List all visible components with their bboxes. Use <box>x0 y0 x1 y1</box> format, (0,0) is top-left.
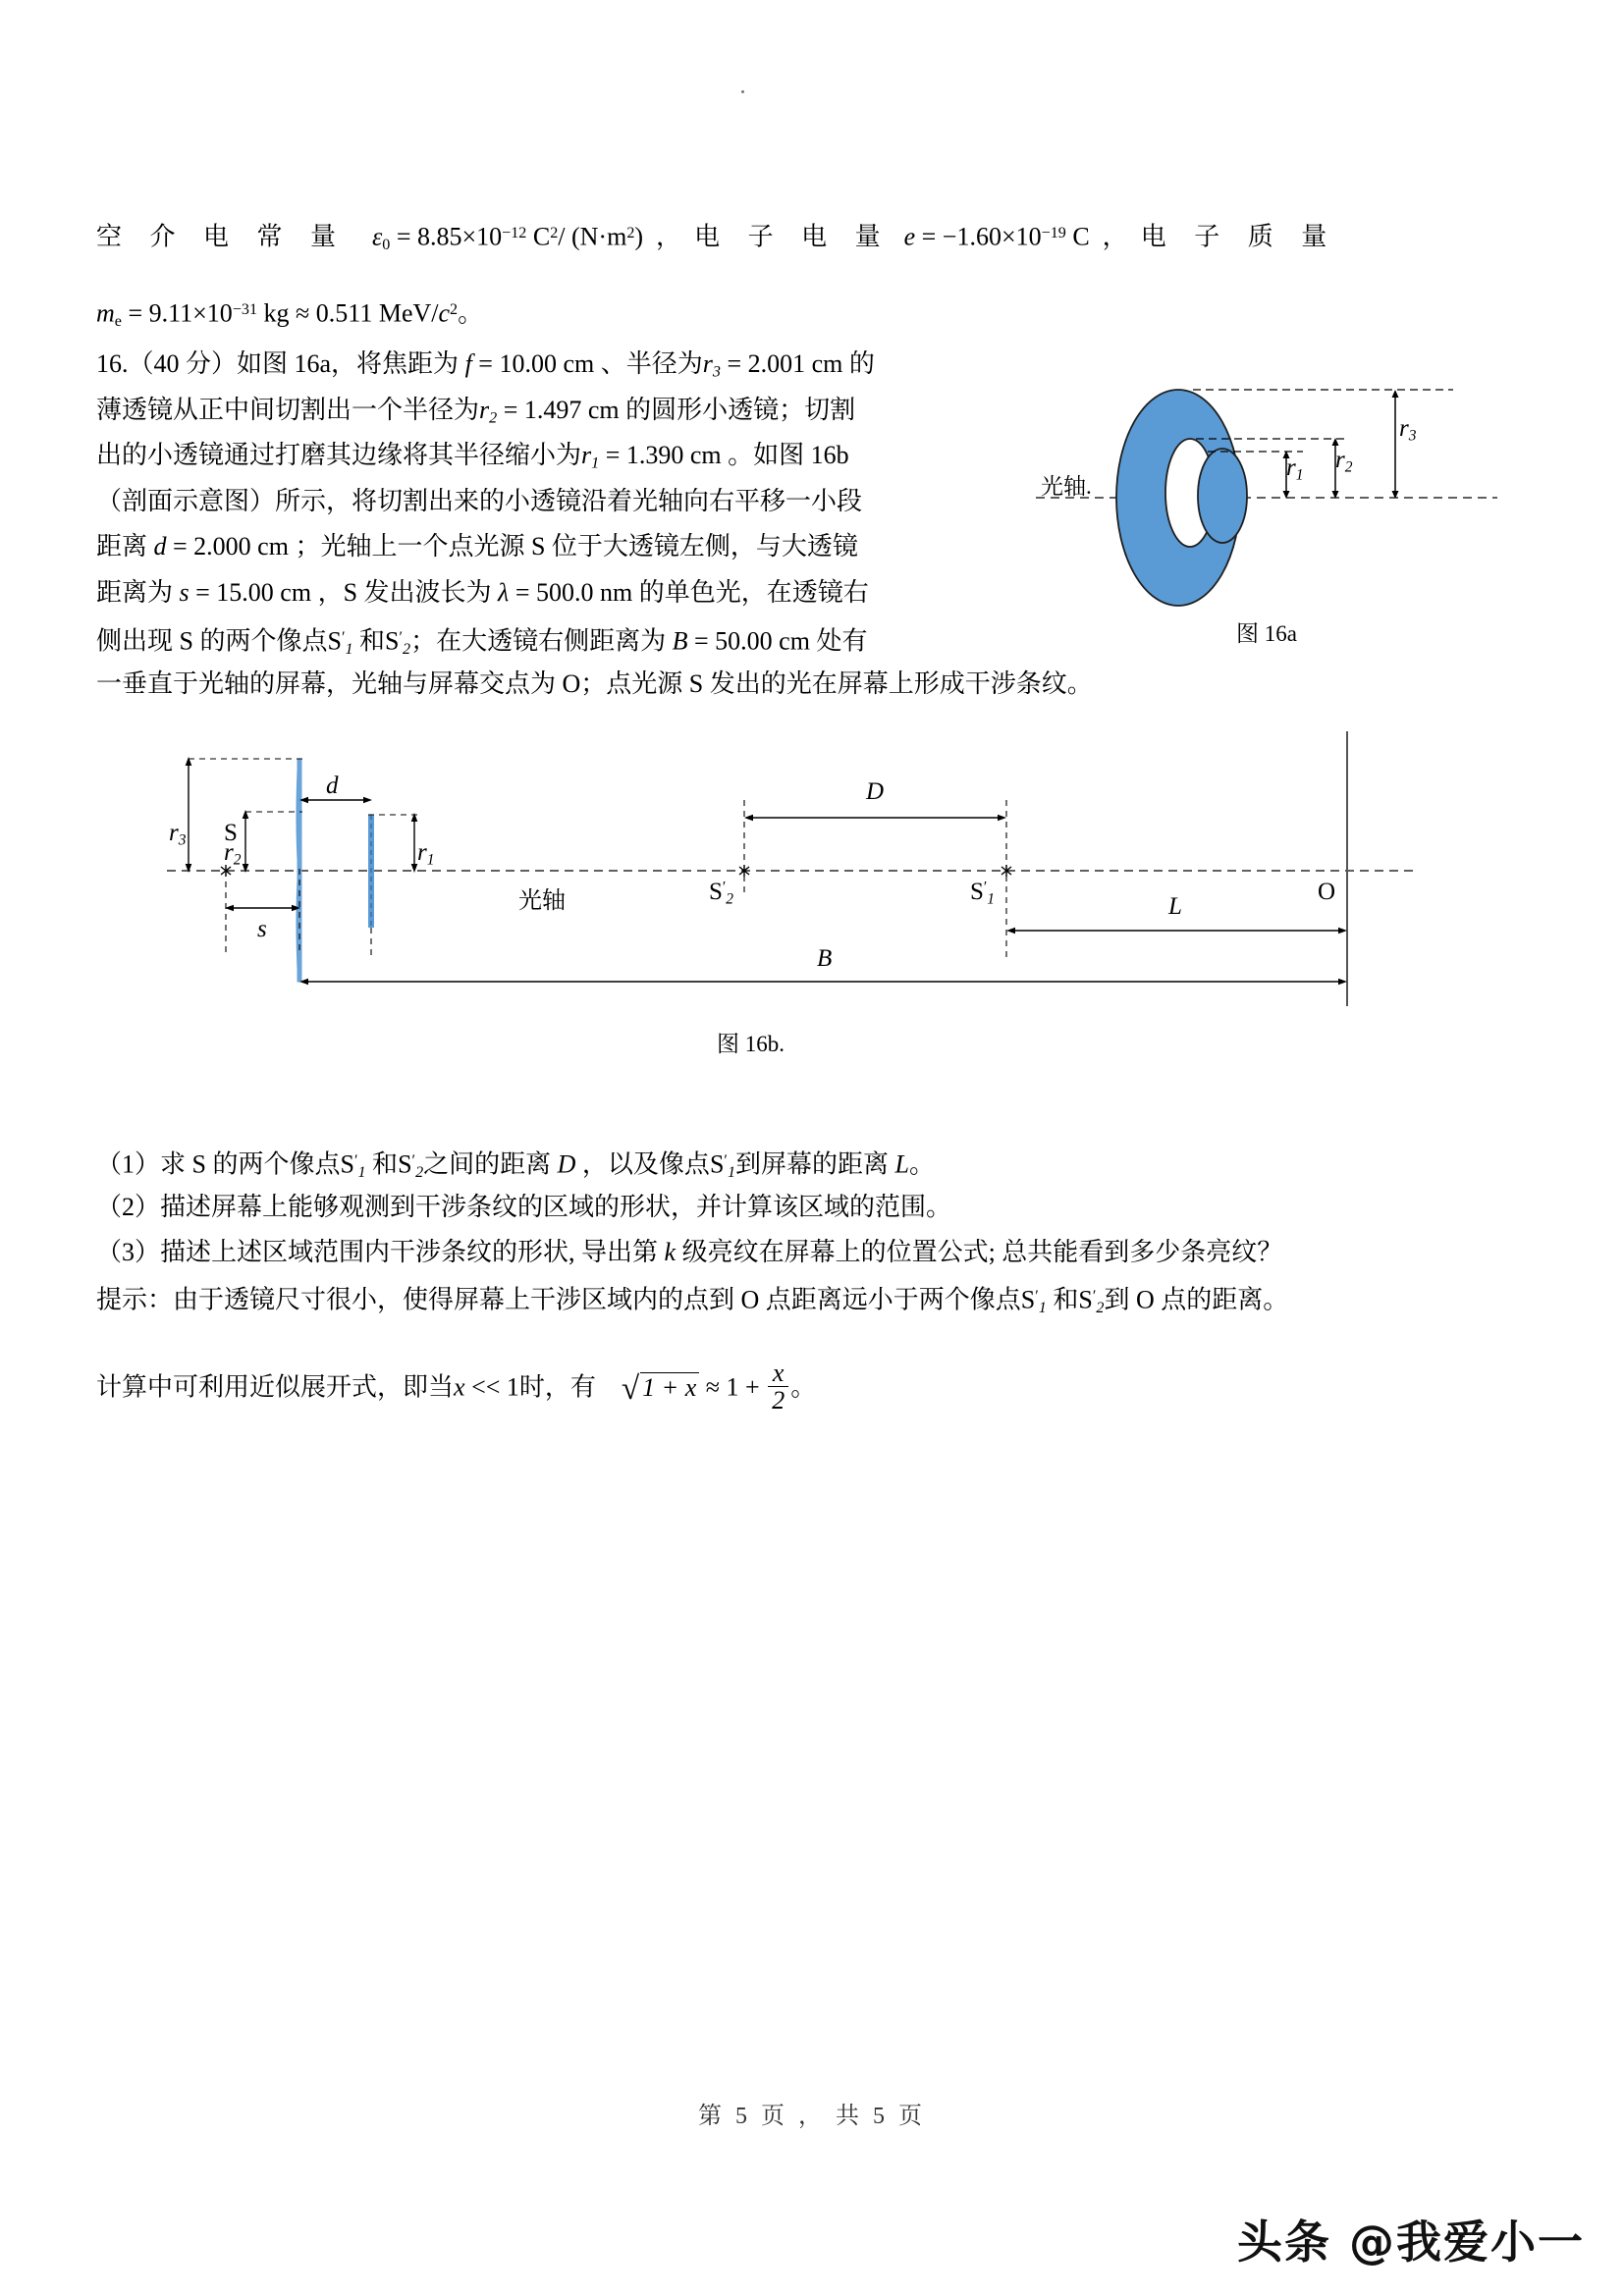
hint-S1-sub: 1 <box>1038 1300 1047 1317</box>
S1-subscript: 1 <box>345 641 353 659</box>
comma-2: ， <box>1102 222 1128 251</box>
m-exponent: −31 <box>232 301 258 319</box>
q1-text-b: 之间的距离 <box>423 1149 552 1179</box>
vacuum-permittivity-label: 空 介 电 常 量 <box>96 222 348 251</box>
q2-number: （2） <box>96 1192 161 1221</box>
problem-marks: （40 分） <box>128 349 238 378</box>
r2-symbol: r <box>479 395 490 424</box>
q1-number: （1） <box>96 1149 161 1179</box>
r1-subscript: 1 <box>591 454 600 472</box>
hint-S2-sub: 2 <box>1096 1300 1105 1317</box>
hint-and: 和 <box>1053 1285 1079 1314</box>
fraction-denominator: 2 <box>772 1386 785 1415</box>
B-value: = 50.00 cm <box>694 626 810 656</box>
fig16b-r2-label: $r_2$ <box>224 839 242 869</box>
fig16a-r1-label: $r_1$ <box>1286 454 1304 484</box>
fig16b-s-label: s <box>257 916 267 942</box>
m-unit-c-exp: 2 <box>450 301 459 319</box>
radicand: 1 + x <box>640 1372 699 1403</box>
hint-S2-base: S <box>1078 1285 1093 1314</box>
m-unit-c: c <box>438 298 451 328</box>
m-subscript: e <box>114 313 122 331</box>
fig16a-r2-label: $r_2$ <box>1335 447 1353 476</box>
watermark: 头条 @我爱小一 <box>1236 2216 1585 2269</box>
q1-S2-prime: ′ <box>411 1152 416 1169</box>
electron-charge-label: 电 子 电 量 <box>694 222 892 251</box>
s-symbol: s <box>179 577 189 607</box>
hint-label: 提示： <box>96 1285 174 1314</box>
line3-text-b: 。如图 16b <box>728 441 849 469</box>
q3-text-b: 级亮纹在屏幕上的位置公式; 总共能看到多少条亮纹？ <box>681 1238 1283 1266</box>
fig16b-D-label: D <box>866 778 885 805</box>
q1-S1b-prime: ′ <box>724 1152 728 1169</box>
line2-text-a: 薄透镜从正中间切割出一个半径为 <box>96 395 480 424</box>
hint-line <box>96 1274 1510 1320</box>
line6-text-c: 的单色光，在透镜右 <box>638 577 869 607</box>
S2-prime-base: S <box>385 626 400 656</box>
epsilon-unit-c: ) <box>634 222 644 251</box>
large-lens-profile <box>297 759 302 982</box>
e-value: = −1.60×10 <box>921 222 1042 251</box>
epsilon-unit-a-exp: 2 <box>550 225 559 241</box>
question-1 <box>96 1139 1510 1185</box>
d-symbol: d <box>153 532 167 561</box>
q1-and: 和 <box>372 1149 399 1179</box>
hint-text-a: 由于透镜尺寸很小，使得屏幕上干涉区域内的点到 O 点距离远小于两个像点 <box>173 1285 1021 1314</box>
fig16a-optical-axis-label: 光轴. <box>1041 474 1092 499</box>
fig16b-O-label: O <box>1318 879 1336 905</box>
r2-dimension-arrow <box>243 810 249 873</box>
r2-subscript: 2 <box>489 409 498 426</box>
line1-text-b: 、半径为 <box>600 349 703 378</box>
r1-value: = 1.390 cm <box>605 441 722 469</box>
approx-period: 。 <box>790 1372 817 1402</box>
q2-text: 描述屏幕上能够观测到干涉条纹的区域的形状，并计算该区域的范围。 <box>160 1192 952 1221</box>
r3-value: = 2.001 cm <box>727 349 843 378</box>
problem-number: 16. <box>96 349 129 378</box>
lambda-symbol: λ <box>498 577 510 607</box>
r3-dimension-arrow <box>1392 390 1399 499</box>
fig16b-optical-axis-label: 光轴 <box>518 888 566 914</box>
m-symbol: m <box>96 298 115 328</box>
line7-and: 和 <box>359 626 386 656</box>
S1-prime-base: S <box>327 626 342 656</box>
figure-16a <box>1036 348 1497 646</box>
epsilon-symbol: ε <box>372 222 383 251</box>
q3-k-symbol: k <box>664 1238 677 1266</box>
q1-D-symbol: D <box>557 1149 576 1179</box>
S1-prime-mark: ′ <box>341 629 346 646</box>
epsilon-unit-b: / (N·m <box>558 222 627 251</box>
line1-text-a: 如图 16a，将焦距为 <box>237 349 460 378</box>
fig16b-caption: 图 16b. <box>717 1032 785 1056</box>
line5-text-a: 距离 <box>96 532 148 561</box>
m-unit-1: kg ≈ 0.511 MeV/ <box>263 298 439 328</box>
small-lens-profile <box>368 815 374 928</box>
figure-16a-svg <box>1036 348 1497 614</box>
constants-paragraph <box>96 204 1490 351</box>
s-value: = 15.00 cm <box>195 577 312 607</box>
fig16b-S2-prime-label: $S'_2$ <box>709 879 734 908</box>
line7-text-b: ；在大透镜右侧距离为 <box>410 626 667 656</box>
question-2 <box>96 1185 1510 1231</box>
q1-text-e: 。 <box>908 1149 935 1179</box>
epsilon-unit-b-exp: 2 <box>626 225 635 241</box>
approx-x-symbol: x <box>454 1372 465 1402</box>
B-dimension-arrow <box>299 979 1347 986</box>
m-value: = 9.11×10 <box>128 298 233 328</box>
small-lens <box>1198 449 1247 543</box>
S2-prime-mark: ′ <box>399 629 404 646</box>
line6-text-b: ，S 发出波长为 <box>317 577 492 607</box>
q1-S1b-base: S <box>709 1149 725 1179</box>
approximation-formula-line <box>96 1360 816 1414</box>
r3-symbol: r <box>702 349 713 378</box>
hint-S2-prime: ′ <box>1092 1288 1097 1305</box>
epsilon-value: = 8.85×10 <box>396 222 503 251</box>
q1-S2-sub: 2 <box>415 1164 424 1182</box>
hint-text-b: 到 O 点的距离。 <box>1104 1285 1289 1314</box>
q3-number: （3） <box>96 1238 161 1266</box>
q1-L-symbol: L <box>894 1149 909 1179</box>
fig16a-caption: 图 16a <box>1236 621 1297 646</box>
r1-symbol: r <box>581 441 592 469</box>
comma-1: ， <box>656 222 682 251</box>
fig16b-B-label: B <box>817 945 833 972</box>
epsilon-subscript: 0 <box>382 237 391 254</box>
problem-line-8 <box>96 662 1500 708</box>
focal-length-symbol: f <box>464 349 472 378</box>
e-symbol: e <box>903 222 916 251</box>
approx-text-a: 计算中可利用近似展开式，即当 <box>96 1372 455 1402</box>
e-exponent: −19 <box>1041 225 1066 241</box>
q1-text-c: ，以及像点 <box>581 1149 710 1179</box>
page-footer: 第 5 页 ， 共 5 页 <box>698 2104 926 2129</box>
page-top-dot <box>741 90 744 93</box>
electron-mass-label: 电 子 质 量 <box>1140 222 1338 251</box>
q1-S1-prime: ′ <box>353 1152 358 1169</box>
epsilon-exponent: −12 <box>502 225 527 241</box>
q1-text-d: 到屏幕的距离 <box>735 1149 890 1179</box>
epsilon-unit-a: C <box>532 222 551 251</box>
questions-list <box>96 1139 1510 1320</box>
radical-sign: √ <box>621 1369 640 1407</box>
q1-text-a: 求 S 的两个像点 <box>160 1149 341 1179</box>
line7-text-c: 处有 <box>816 626 868 656</box>
q1-S1-sub: 1 <box>357 1164 366 1182</box>
fig16b-source-label: S <box>224 820 238 846</box>
D-dimension-arrow <box>744 815 1006 822</box>
line4-text: （剖面示意图）所示，将切割出来的小透镜沿着光轴向右平移一小段 <box>96 486 863 515</box>
fig16b-L-label: L <box>1168 893 1182 920</box>
r3-dimension-arrow <box>186 757 192 873</box>
fig16b-r1-label: $r_1$ <box>417 839 435 869</box>
hint-S1-prime: ′ <box>1035 1288 1039 1305</box>
S2-subscript: 2 <box>403 641 411 659</box>
lambda-value: = 500.0 nm <box>514 577 633 607</box>
line1-text-c: 的 <box>848 349 875 378</box>
line5-text-b: ；光轴上一个点光源 S 位于大透镜左侧，与大透镜 <box>295 532 858 561</box>
r2-value: = 1.497 cm <box>503 395 620 424</box>
s-dimension-arrow <box>225 905 300 912</box>
B-symbol: B <box>672 626 688 656</box>
q1-S2-base: S <box>398 1149 412 1179</box>
line2-text-b: 的圆形小透镜；切割 <box>625 395 856 424</box>
q1-S1b-sub: 1 <box>727 1164 735 1182</box>
fig16a-r3-label: $r_3$ <box>1399 415 1417 445</box>
approx-text-b: << 1时，有 <box>471 1372 596 1402</box>
constants-period: 。 <box>458 298 484 328</box>
focal-length-value: = 10.00 cm <box>478 349 595 378</box>
L-dimension-arrow <box>1006 928 1347 934</box>
line8-text: 一垂直于光轴的屏幕，光轴与屏幕交点为 O；点光源 S 发出的光在屏幕上形成干涉条纹。 <box>96 668 1093 698</box>
x-over-2-fraction <box>768 1360 788 1414</box>
fraction-numerator: x <box>768 1360 788 1387</box>
line6-text-a: 距离为 <box>96 577 174 607</box>
approx-sign: ≈ 1 + <box>705 1372 760 1402</box>
r3-subscript: 3 <box>712 363 721 381</box>
figure-16b <box>147 721 1424 1055</box>
fig16b-d-label: d <box>326 773 339 799</box>
q1-S1-base: S <box>340 1149 354 1179</box>
hint-S1-base: S <box>1020 1285 1036 1314</box>
fig16b-r3-label: $r_3$ <box>169 820 187 849</box>
question-3 <box>96 1230 1510 1274</box>
figure-16b-svg <box>147 721 1424 1016</box>
line3-text-a: 出的小透镜通过打磨其边缘将其半径缩小为 <box>96 441 582 469</box>
d-value: = 2.000 cm <box>173 532 289 561</box>
line7-text-a: 侧出现 S 的两个像点 <box>96 626 328 656</box>
q3-text-a: 描述上述区域范围内干涉条纹的形状, 导出第 <box>160 1238 659 1266</box>
e-unit: C <box>1072 222 1090 251</box>
fig16b-S1-prime-label: $S'_1$ <box>970 879 996 908</box>
